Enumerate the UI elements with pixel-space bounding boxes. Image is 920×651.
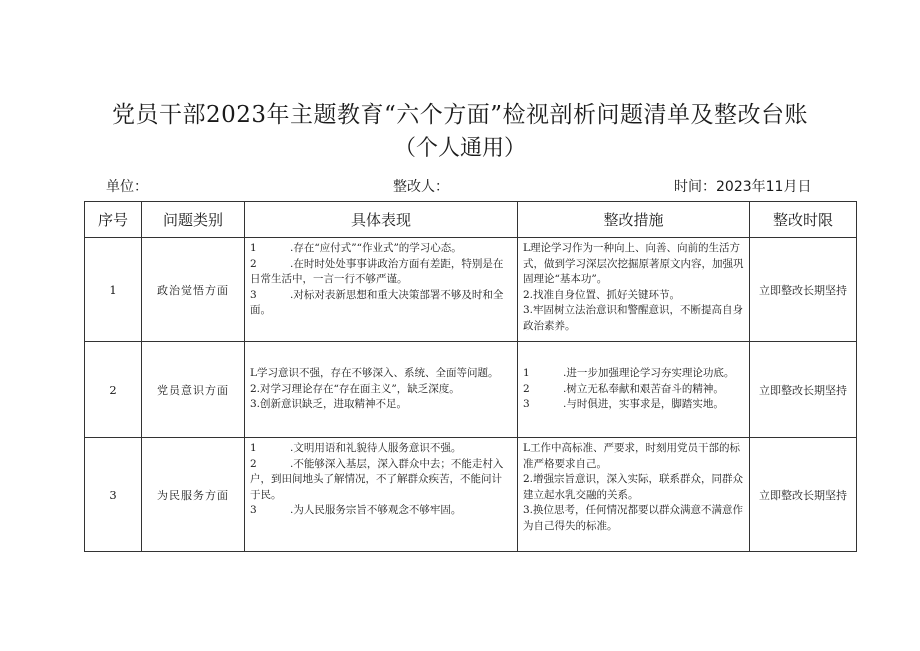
measure-item: 3 .与时俱进，实事求是，脚踏实地。 [523, 398, 724, 411]
header-measures: 整改措施 [518, 202, 750, 238]
document-title: 党员干部2023年主题教育“六个方面”检视剖析问题清单及整改台账 [111, 102, 809, 128]
table-row [85, 342, 857, 438]
unit-label: 单位： [106, 179, 148, 195]
measure-item: 2 .树立无私奉献和艰苦奋斗的精神。 [523, 382, 724, 395]
row-deadline: 立即整改长期坚持 [750, 238, 857, 342]
row-no: 2 [85, 342, 142, 438]
row-category: 为民服务方面 [142, 438, 245, 552]
issue-item: 3 .为人民服务宗旨不够观念不够牢固。 [250, 504, 462, 516]
table-row [85, 238, 857, 342]
row-issues [245, 342, 518, 438]
measure-item: 2.找准自身位置、抓好关键环节。 [523, 288, 681, 301]
row-issues [245, 238, 518, 342]
rectification-table [84, 201, 857, 552]
row-measures [518, 342, 750, 438]
header-category: 问题类别 [142, 202, 245, 238]
measure-item: L理论学习作为一种向上、向善、向前的生活方式，做到学习深层次挖掘原著原文内容，加强巩固理论“基本功”。 [523, 242, 744, 285]
row-no: 1 [85, 238, 142, 342]
header-no: 序号 [85, 202, 142, 238]
document-subtitle: （个人通用） [393, 136, 526, 161]
issue-item: 3.创新意识缺乏，进取精神不足。 [250, 398, 408, 411]
row-deadline: 立即整改长期坚持 [750, 342, 857, 438]
row-no: 3 [85, 438, 142, 552]
measure-item: 2.增强宗旨意识，深入实际，联系群众，同群众建立起水乳交融的关系。 [523, 473, 744, 501]
time-label: 时间：2023年11月日 [674, 179, 812, 195]
measure-item: 3.换位思考，任何情况都要以群众满意不满意作为自己得失的标准。 [523, 504, 744, 532]
row-category: 政治觉悟方面 [142, 238, 245, 342]
row-measures [518, 438, 750, 552]
table-header-row [85, 202, 857, 238]
issue-item: 1 .存在“应付式”“作业式”的学习心态。 [250, 242, 462, 254]
row-measures [518, 238, 750, 342]
measure-item: 3.牢固树立法治意识和警醒意识，不断提高自身政治素养。 [523, 304, 744, 332]
measure-item: L工作中高标准、严要求，时刻用党员干部的标准严格要求自己。 [523, 442, 740, 470]
issue-item: 2.对学习理论存在“存在面主义”，缺乏深度。 [250, 382, 460, 395]
row-issues [245, 438, 518, 552]
header-issues: 具体表现 [245, 202, 518, 238]
issue-item: 2 .在时时处处事事讲政治方面有差距，特别是在日常生活中，一言一行不够严谨。 [250, 257, 504, 285]
header-deadline: 整改时限 [750, 202, 857, 238]
issue-item: 3 .对标对表新思想和重大决策部署不够及时和全面。 [250, 288, 504, 316]
measure-item: 1 .进一步加强理论学习夯实理论功底。 [523, 367, 735, 380]
row-category: 党员意识方面 [142, 342, 245, 438]
table-row [85, 438, 857, 552]
issue-item: L学习意识不强，存在不够深入、系统、全面等问题。 [250, 367, 499, 380]
rectifier-label: 整改人： [393, 179, 449, 195]
row-deadline: 立即整改长期坚持 [750, 438, 857, 552]
issue-item: 1 .文明用语和礼貌待人服务意识不强。 [250, 442, 462, 454]
issue-item: 2 .不能够深入基层，深入群众中去；不能走村入户，到田间地头了解情况，不了解群众疾苦，不能问计于民。 [250, 457, 504, 501]
